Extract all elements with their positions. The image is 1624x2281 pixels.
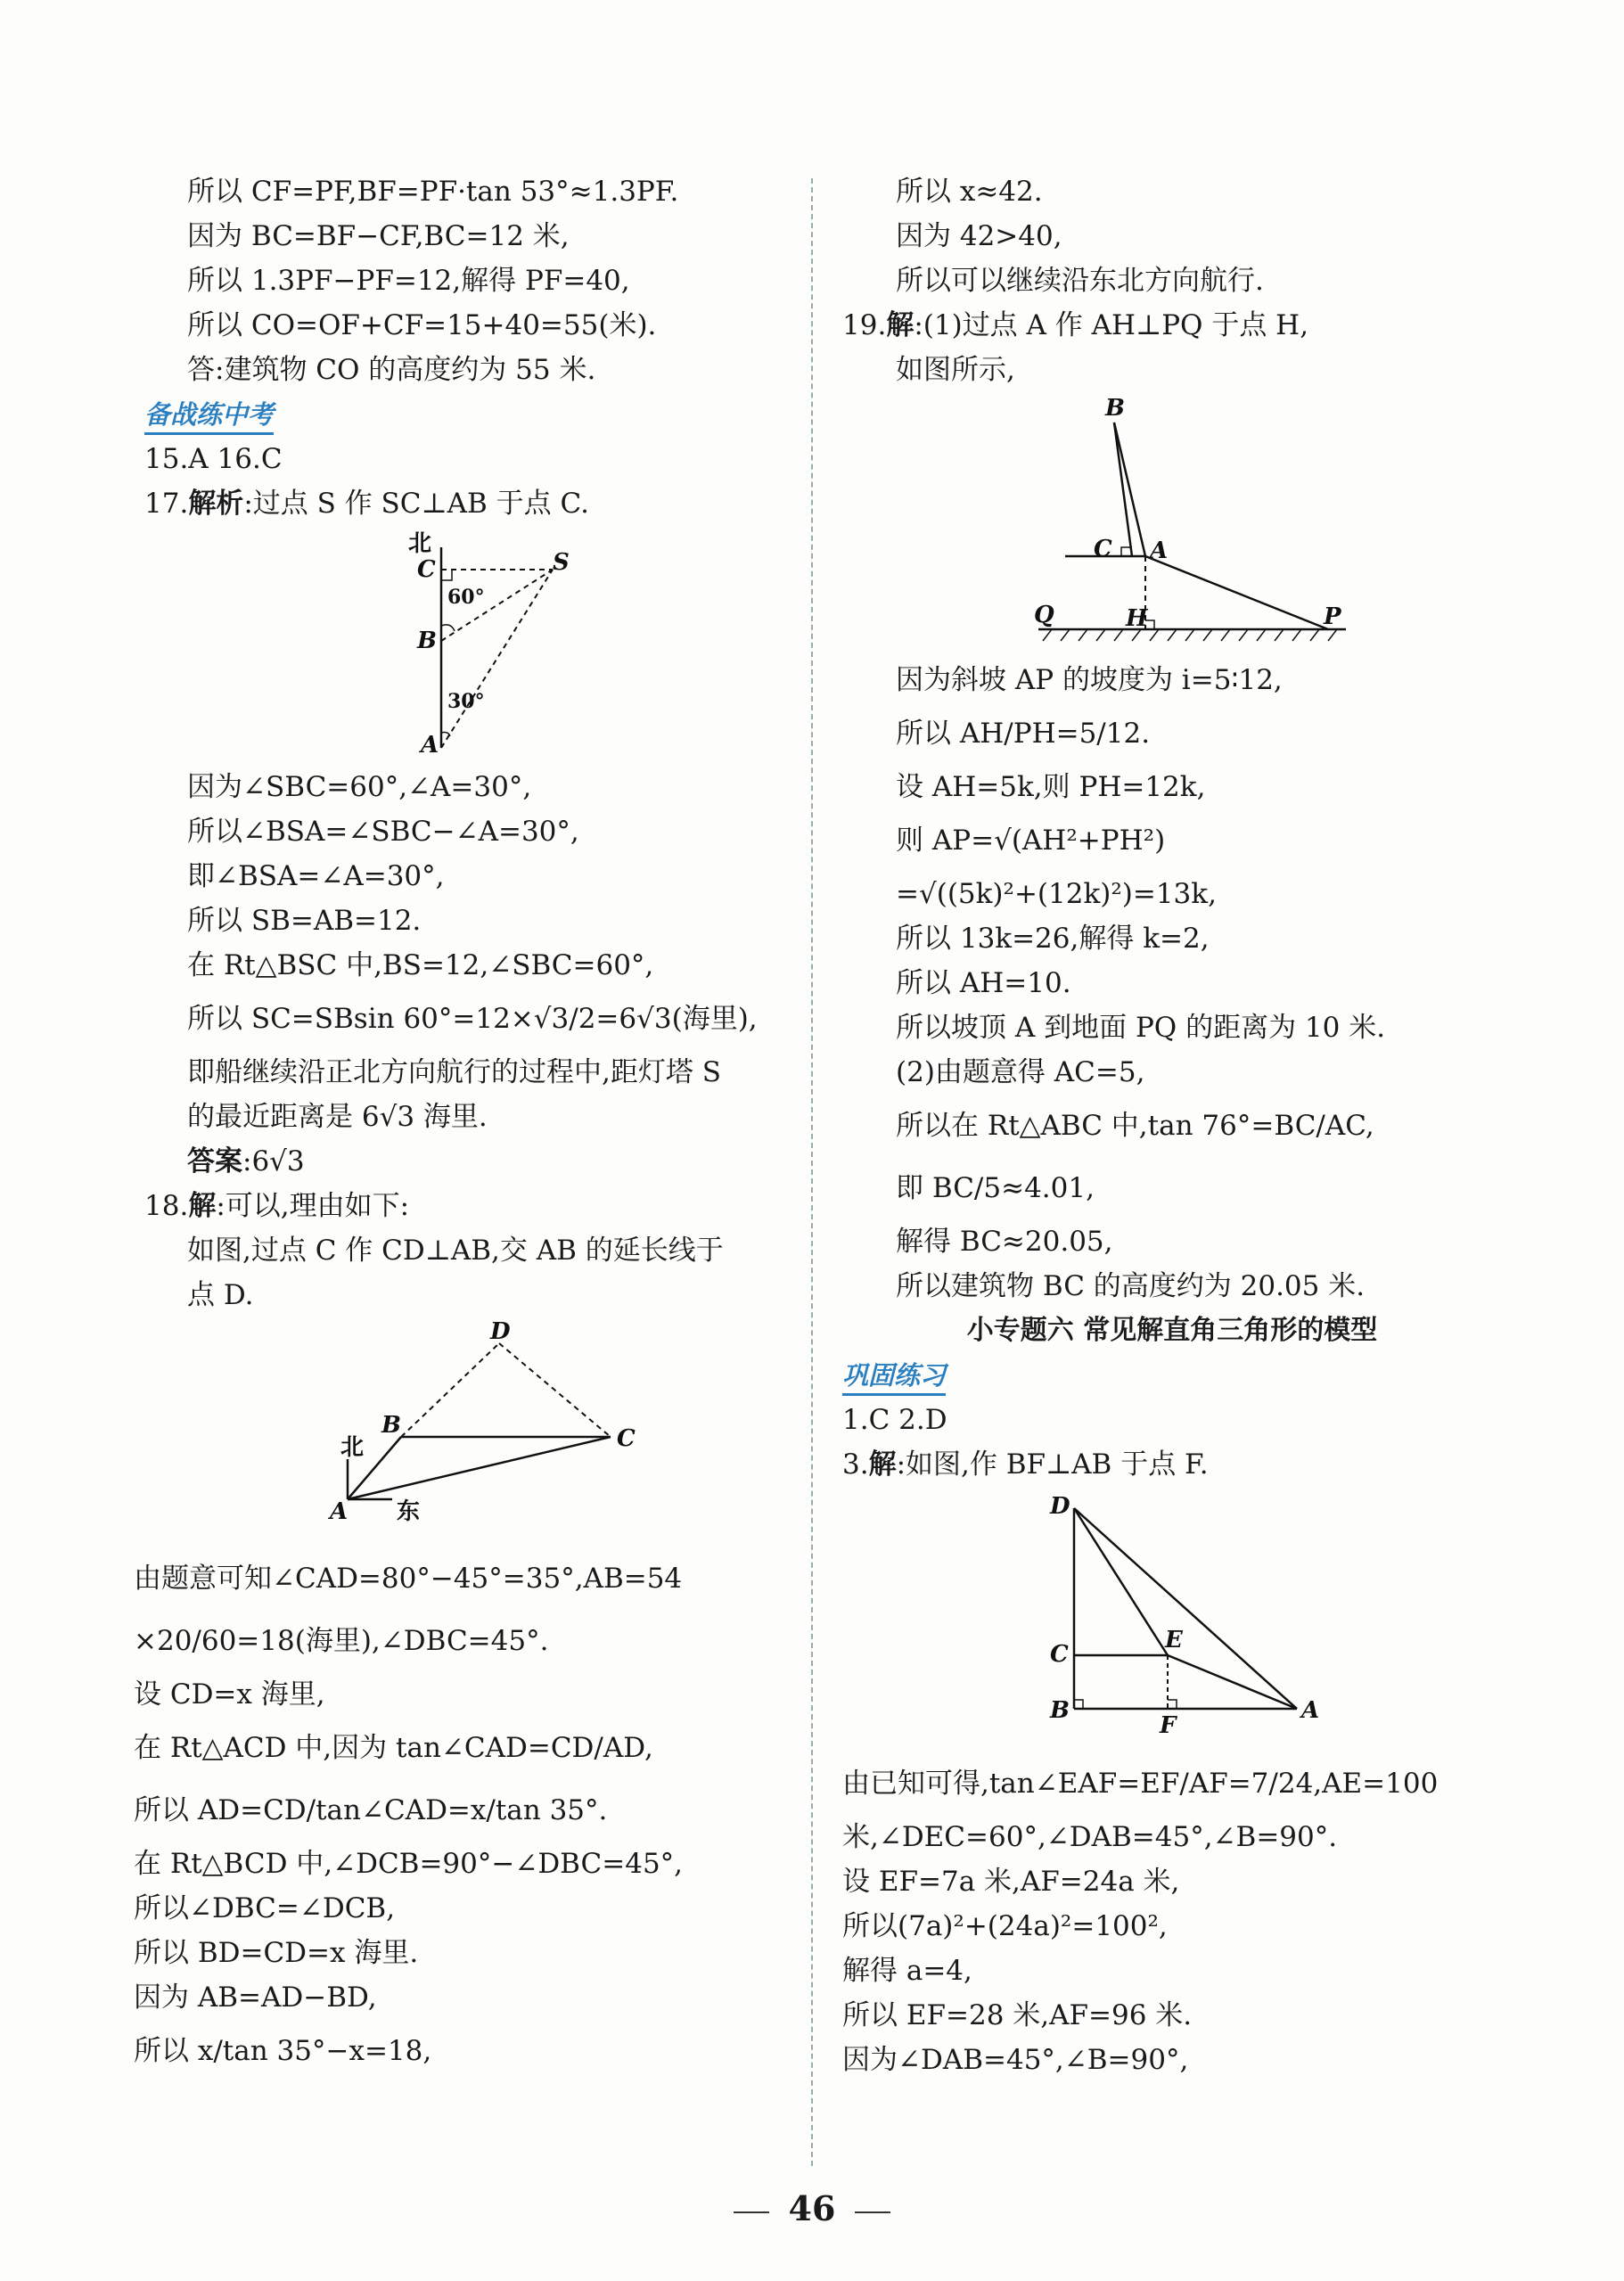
question-number: 17. <box>144 488 189 520</box>
text-line: 所以(7a)²+(24a)²=100², <box>842 1910 1168 1942</box>
text-line: 所以 1.3PF−PF=12,解得 PF=40, <box>187 265 630 297</box>
text-line: 所以 AH/PH=5/12. <box>896 718 1151 750</box>
text-line: 设 CD=x 海里, <box>134 1678 325 1711</box>
text-line: 米,∠DEC=60°,∠DAB=45°,∠B=90°. <box>842 1821 1338 1853</box>
text-line: 设 AH=5k,则 PH=12k, <box>896 771 1206 803</box>
text-line: 所以 CO=OF+CF=15+40=55(米). <box>187 309 657 341</box>
answer-line: 15.A 16.C <box>144 443 283 475</box>
text-line: 因为 AB=AD−BD, <box>134 1982 377 2014</box>
right-angle-mark <box>441 570 452 580</box>
point-label: B <box>1050 1697 1070 1724</box>
north-label: 北 <box>408 530 432 557</box>
question-text: :可以,理由如下: <box>216 1190 410 1222</box>
point-label: E <box>1165 1627 1183 1653</box>
page-number-value: 46 <box>788 2188 836 2228</box>
question-text: :(1)过点 A 作 AH⊥PQ 于点 H, <box>914 309 1309 341</box>
bold-label: 解 <box>188 1190 217 1222</box>
text-line: 即 BC/5≈4.01, <box>896 1172 1095 1204</box>
text-line: 所以 AH=10. <box>896 967 1071 999</box>
bold-label: 解 <box>886 309 915 341</box>
question-17-heading <box>134 481 793 526</box>
point-label: A <box>421 732 439 759</box>
question-text: :如图,作 BF⊥AB 于点 F. <box>896 1448 1209 1481</box>
bold-label: 答案 <box>187 1145 242 1177</box>
text-line: 因为斜坡 AP 的坡度为 i=5∶12, <box>896 664 1283 696</box>
point-label: C <box>617 1425 636 1452</box>
answer-value: :6√3 <box>242 1145 305 1177</box>
answer-line <box>134 1139 793 1184</box>
angle-label: 30° <box>447 690 485 713</box>
text-line: 所以 SC=SBsin 60°=12×√3/2=6√3(海里), <box>187 1003 758 1035</box>
point-label: C <box>417 556 436 583</box>
question-number: 3. <box>842 1448 869 1481</box>
line-DC <box>499 1343 611 1437</box>
point-label: P <box>1324 603 1341 630</box>
text-line: 因为 42>40, <box>896 220 1062 252</box>
angle-label: 60° <box>447 586 485 609</box>
right-angle-mark <box>1074 1700 1083 1709</box>
text-line: 所以 x/tan 35°−x=18, <box>134 2035 432 2067</box>
text-line: 所以 SB=AB=12. <box>187 905 422 937</box>
question-18-heading <box>134 1184 793 1228</box>
north-label: 北 <box>340 1434 365 1461</box>
text-line: 所以建筑物 BC 的高度约为 20.05 米. <box>896 1270 1366 1302</box>
text-line: 由已知可得,tan∠EAF=EF/AF=7/24,AE=100 <box>842 1768 1439 1800</box>
section-label: 备战练中考 <box>144 397 274 435</box>
text-line: 所以∠DBC=∠DCB, <box>134 1892 396 1924</box>
text-line: 因为∠DAB=45°,∠B=90°, <box>842 2044 1189 2076</box>
text-line: 所以坡顶 A 到地面 PQ 的距离为 10 米. <box>896 1012 1386 1044</box>
question-3-heading <box>842 1442 1502 1487</box>
text-line: 即∠BSA=∠A=30°, <box>187 860 445 892</box>
text-line: 解得 BC≈20.05, <box>896 1226 1113 1258</box>
line-DE <box>1074 1508 1168 1655</box>
text-line: 在 Rt△BCD 中,∠DCB=90°−∠DBC=45°, <box>134 1848 684 1880</box>
point-label: H <box>1126 605 1148 632</box>
text-line: 所以∠BSA=∠SBC−∠A=30°, <box>187 816 579 848</box>
text-line: 解得 a=4, <box>842 1955 972 1987</box>
question-text: :过点 S 作 SC⊥AB 于点 C. <box>243 488 590 520</box>
left-column <box>134 169 793 2082</box>
right-column <box>842 169 1502 2082</box>
point-label: S <box>553 549 570 576</box>
line-EA <box>1168 1655 1297 1709</box>
text-line: 在 Rt△ACD 中,因为 tan∠CAD=CD/AD, <box>134 1732 653 1764</box>
point-label: B <box>417 628 437 654</box>
column-divider <box>811 178 813 2166</box>
text-line: 所以 EF=28 米,AF=96 米. <box>842 1999 1193 2031</box>
text-line: 如图所示, <box>896 354 1015 386</box>
text-line: 如图,过点 C 作 CD⊥AB,交 AB 的延长线于 <box>187 1235 724 1267</box>
text-line: 所以 BD=CD=x 海里. <box>134 1937 419 1969</box>
point-label: B <box>1105 396 1125 422</box>
point-label: C <box>1094 536 1112 562</box>
text-line: 答:建筑物 CO 的高度约为 55 米. <box>187 354 596 386</box>
text-line: 所以 CF=PF,BF=PF·tan 53°≈1.3PF. <box>187 176 679 208</box>
dash-decoration <box>855 2211 890 2213</box>
point-label: A <box>1301 1697 1320 1724</box>
text-line: 则 AP=√(AH²+PH²) <box>896 825 1166 857</box>
text-line: 设 EF=7a 米,AF=24a 米, <box>842 1866 1180 1898</box>
text-line: 在 Rt△BSC 中,BS=12,∠SBC=60°, <box>187 949 654 981</box>
point-label: F <box>1160 1712 1177 1739</box>
line-DA <box>1074 1508 1297 1709</box>
question-19-heading <box>842 303 1502 348</box>
line-AP <box>1145 556 1328 629</box>
section-label: 巩固练习 <box>842 1358 946 1396</box>
text-line: 即船继续沿正北方向航行的过程中,距灯塔 S <box>187 1056 721 1088</box>
text-line: =√((5k)²+(12k)²)=13k, <box>896 878 1217 910</box>
question-number: 19. <box>842 309 887 341</box>
figure-3 <box>842 1490 1502 1749</box>
text-line: 的最近距离是 6√3 海里. <box>187 1101 488 1133</box>
text-line: 所以在 Rt△ABC 中,tan 76°=BC/AC, <box>896 1110 1374 1142</box>
figure-19 <box>842 396 1502 654</box>
point-label: A <box>330 1498 349 1525</box>
line-BD <box>401 1343 499 1437</box>
topic-title: 小专题六 常见解直角三角形的模型 <box>966 1315 1378 1346</box>
text-line: 点 D. <box>187 1279 254 1311</box>
point-label: Q <box>1034 602 1054 628</box>
bold-label: 解析 <box>188 488 244 520</box>
text-line: 所以可以继续沿东北方向航行. <box>896 265 1264 297</box>
text-line: 因为∠SBC=60°,∠A=30°, <box>187 771 532 803</box>
text-line: 因为 BC=BF−CF,BC=12 米, <box>187 220 570 252</box>
point-label: C <box>1050 1641 1069 1668</box>
point-label: B <box>381 1412 401 1439</box>
text-line: 所以 x≈42. <box>896 176 1043 208</box>
page-number <box>0 2188 1624 2228</box>
point-label: D <box>490 1321 511 1345</box>
text-line: ×20/60=18(海里),∠DBC=45°. <box>134 1625 549 1657</box>
text-line: 所以 13k=26,解得 k=2, <box>896 923 1210 955</box>
ground-hatching <box>1043 629 1337 641</box>
figure-18 <box>134 1321 793 1544</box>
bold-label: 解 <box>868 1448 897 1481</box>
text-line: 所以 AD=CD/tan∠CAD=x/tan 35°. <box>134 1794 608 1826</box>
point-label: D <box>1050 1493 1070 1520</box>
text-line: (2)由题意得 AC=5, <box>896 1056 1145 1088</box>
east-label: 东 <box>397 1498 421 1525</box>
text-line: 由题意可知∠CAD=80°−45°=35°,AB=54 <box>134 1563 683 1595</box>
point-label: A <box>1150 537 1169 564</box>
figure-17 <box>134 529 793 761</box>
angle-arc <box>441 625 455 631</box>
answer-line: 1.C 2.D <box>842 1404 947 1436</box>
line-AC <box>348 1437 611 1499</box>
dash-decoration <box>734 2211 769 2213</box>
question-number: 18. <box>144 1190 189 1222</box>
right-angle-mark <box>1168 1700 1177 1709</box>
